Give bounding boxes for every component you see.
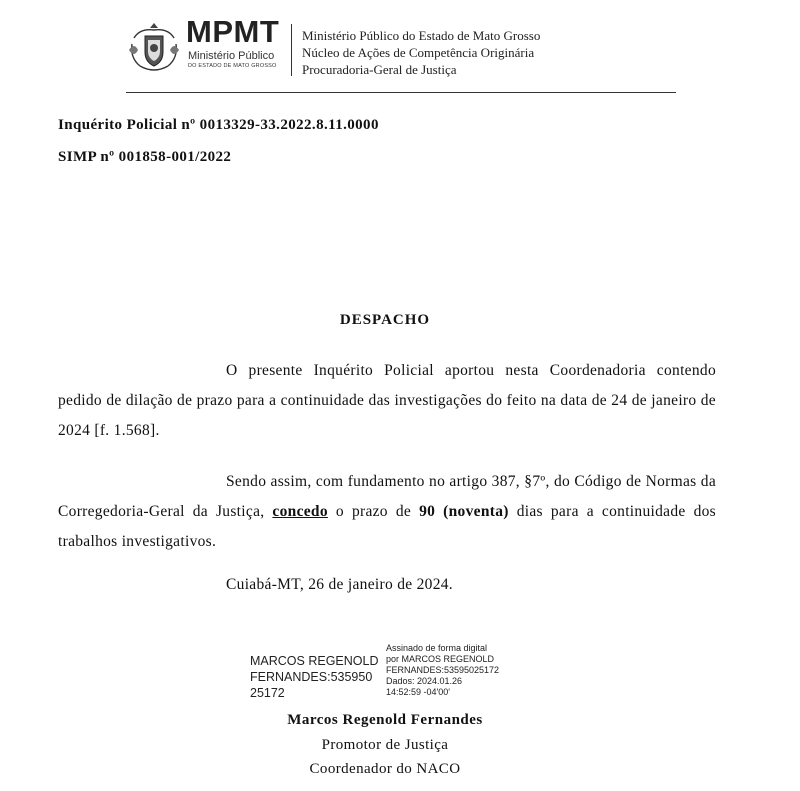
digital-signature-line: FERNANDES:535950 [250,670,373,684]
header-rule [126,92,676,93]
digital-signature-detail: 14:52:59 -04'00' [386,687,450,697]
coat-of-arms-icon [126,20,182,76]
dateline: Cuiabá-MT, 26 de janeiro de 2024. [226,576,453,593]
logo-subtitle: Ministério Público [188,50,275,62]
paragraph-2-part-2: o prazo de [327,503,420,520]
header-line-3: Procuradoria-Geral de Justiça [302,62,457,77]
document-title: DESPACHO [339,312,431,328]
paragraph-1: O presente Inquérito Policial aportou nesta Coordenadoria contendo pedido de dilação de prazo para a continuidade das investigações do feito na data de 24 de janeiro de 2024 [f. 1.568]. [58,362,716,439]
signer-role: Coordenador do NACO [309,761,461,777]
header-line-1: Ministério Público do Estado de Mato Grosso [302,28,541,43]
digital-signature-line: MARCOS REGENOLD [250,654,379,668]
logo-wordmark: MPMT [186,14,280,49]
header-institution [302,27,540,78]
inquerito-number: Inquérito Policial nº 0013329-33.2022.8.11.0000 [58,117,379,133]
header-separator [291,24,292,76]
signer-name: Marcos Regenold Fernandes [287,712,483,728]
paragraph-2 [58,467,716,557]
header-line-2: Núcleo de Ações de Competência Originária [302,45,535,60]
digital-signature-detail: por MARCOS REGENOLD [386,654,495,664]
digital-signature-name [250,653,379,701]
concedo-word: concedo [272,503,328,520]
digital-signature-details [386,643,499,698]
paragraph-2-part-3: dias para a continuidade dos trabalhos investigativos. [58,503,716,550]
signer-role: Promotor de Justiça [321,737,449,753]
digital-signature-detail: FERNANDES:53595025172 [386,665,500,675]
prazo-value: 90 (noventa) [419,503,509,520]
digital-signature-detail: Dados: 2024.01.26 [386,676,463,686]
digital-signature-detail: Assinado de forma digital [386,643,488,653]
digital-signature-line: 25172 [250,686,285,700]
logo-subtitle-small: DO ESTADO DE MATO GROSSO [188,63,277,69]
paragraph-2-part-1: Sendo assim, com fundamento no artigo 387, §7º, do Código de Normas da Corregedoria-Geral da Justiça, [58,473,716,520]
simp-number: SIMP nº 001858-001/2022 [58,149,232,165]
